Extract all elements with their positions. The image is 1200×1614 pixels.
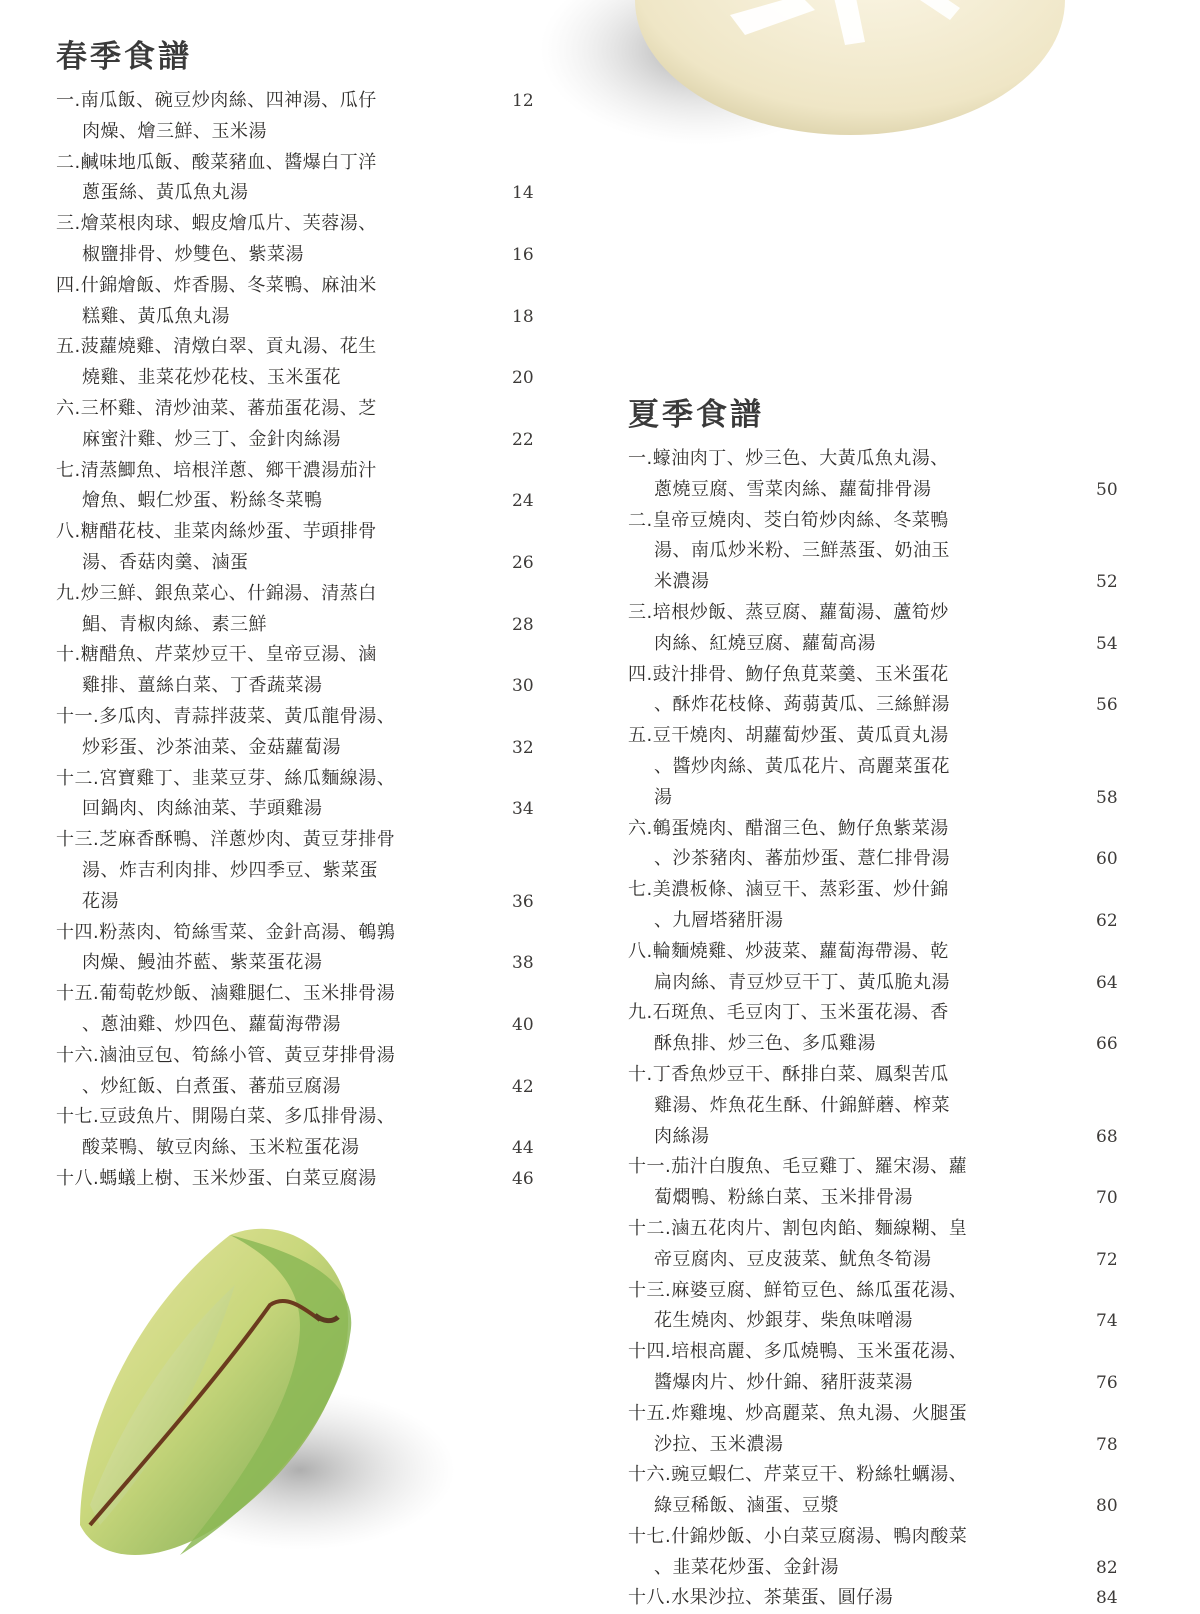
page-number: 28 [512,614,534,635]
summer-recipe-list [628,444,1168,1614]
recipe-text-continued: 肉絲湯 [654,1125,710,1147]
summer-recipe-entry [628,875,1168,937]
spring-recipe-entry [56,702,556,764]
page-number: 34 [512,799,534,820]
spring-recipes-section [56,34,556,1195]
recipe-text-continued: 燒雞、韭菜花炒花枝、玉米蛋花 [82,367,341,389]
summer-recipe-entry [628,1276,1168,1338]
starfruit-illustration [60,1225,460,1570]
spring-recipe-entry [56,271,556,333]
recipe-text-continued: 醬爆肉片、炒什錦、豬肝菠菜湯 [654,1371,913,1393]
summer-recipe-entry [628,721,1168,813]
recipe-text-continued: 炒彩蛋、沙茶油菜、金菇蘿蔔湯 [82,736,341,758]
recipe-text-continued: 、九層塔豬肝湯 [654,909,784,931]
recipe-text-continued: 、韭菜花炒蛋、金針湯 [654,1556,839,1578]
page-number: 82 [1096,1557,1118,1578]
recipe-text: 三.培根炒飯、蒸豆腐、蘿蔔湯、蘆筍炒 [628,601,949,623]
recipe-text: 十六.豌豆蝦仁、芹菜豆干、粉絲牡蠣湯、 [628,1464,968,1486]
recipe-text: 十一.茄汁白腹魚、毛豆雞丁、羅宋湯、蘿 [628,1156,968,1178]
recipe-text-continued: 回鍋肉、肉絲油菜、芋頭雞湯 [82,798,323,820]
summer-recipe-entry [628,1152,1168,1214]
recipe-text: 十五.葡萄乾炒飯、滷雞腿仁、玉米排骨湯 [56,983,396,1005]
recipe-text-continued: 肉燥、燴三鮮、玉米湯 [82,120,267,142]
spring-recipe-entry [56,209,556,271]
spring-recipe-entry [56,1102,556,1164]
page-number: 16 [512,244,534,265]
recipe-text: 五.豆干燒肉、胡蘿蔔炒蛋、黃瓜貢丸湯 [628,725,949,747]
melon-illustration [480,0,1080,160]
recipe-text-continued: 湯、南瓜炒米粉、三鮮蒸蛋、奶油玉 [654,540,950,562]
recipe-text-continued: 、炒紅飯、白煮蛋、蕃茄豆腐湯 [82,1075,341,1097]
page-number: 68 [1096,1126,1118,1147]
recipe-text: 十五.炸雞塊、炒高麗菜、魚丸湯、火腿蛋 [628,1402,968,1424]
page-number: 60 [1096,849,1118,870]
page-number: 56 [1096,695,1118,716]
spring-recipe-entry [56,456,556,518]
recipe-text-continued: 、酥炸花枝條、蒟蒻黃瓜、三絲鮮湯 [654,694,950,716]
recipe-text: 六.鵪蛋燒肉、醋溜三色、魩仔魚紫菜湯 [628,817,949,839]
summer-recipe-entry [628,937,1168,999]
recipe-text: 十二.宮寶雞丁、韭菜豆芽、絲瓜麵線湯、 [56,767,396,789]
summer-recipe-entry [628,1583,1168,1614]
page-number: 52 [1096,572,1118,593]
recipe-text-continued: 帝豆腐肉、豆皮菠菜、魷魚冬筍湯 [654,1248,932,1270]
page-number: 84 [1096,1588,1118,1609]
page-number: 58 [1096,787,1118,808]
page-number: 30 [512,676,534,697]
recipe-text: 十八.螞蟻上樹、玉米炒蛋、白菜豆腐湯 [56,1167,377,1189]
summer-recipes-section [628,392,1168,1614]
recipe-text: 九.炒三鮮、銀魚菜心、什錦湯、清蒸白 [56,582,377,604]
spring-recipe-entry [56,517,556,579]
recipe-text: 七.清蒸鯽魚、培根洋蔥、鄉干濃湯茄汁 [56,459,377,481]
recipe-text: 一.蠔油肉丁、炒三色、大黃瓜魚丸湯、 [628,448,949,469]
recipe-text-continued: 燴魚、蝦仁炒蛋、粉絲冬菜鴨 [82,490,323,512]
page-number: 14 [512,183,534,204]
recipe-text: 六.三杯雞、清炒油菜、蕃茄蛋花湯、芝 [56,397,377,419]
summer-recipe-entry [628,1399,1168,1461]
summer-recipe-entry [628,660,1168,722]
recipe-text: 十七.豆豉魚片、開陽白菜、多瓜排骨湯、 [56,1106,396,1128]
recipe-text-continued: 、醬炒肉絲、黃瓜花片、高麗菜蛋花 [654,755,950,777]
page-number: 26 [512,552,534,573]
recipe-text: 五.菠蘿燒雞、清燉白翠、貢丸湯、花生 [56,336,377,358]
summer-recipe-entry [628,1522,1168,1584]
recipe-text-continued: 蔥燒豆腐、雪菜肉絲、蘿蔔排骨湯 [654,478,932,500]
recipe-text: 二.皇帝豆燒肉、茭白筍炒肉絲、冬菜鴨 [628,509,949,531]
page-number: 18 [512,306,534,327]
page-number: 22 [512,429,534,450]
recipe-text: 九.石斑魚、毛豆肉丁、玉米蛋花湯、香 [628,1002,949,1024]
page-number: 12 [512,91,534,111]
spring-recipe-entry [56,918,556,980]
summer-recipe-entry [628,1214,1168,1276]
page-number: 24 [512,491,534,512]
recipe-text: 十七.什錦炒飯、小白菜豆腐湯、鴨肉酸菜 [628,1525,968,1547]
summer-recipe-entry [628,1460,1168,1522]
summer-recipe-entry [628,1337,1168,1399]
summer-section-title: 夏季食譜 [628,397,764,433]
recipe-text-continued: 肉絲、紅燒豆腐、蘿蔔高湯 [654,632,876,654]
recipe-text-continued: 湯、香菇肉羹、滷蛋 [82,551,249,573]
recipe-text-continued: 雞湯、炸魚花生酥、什錦鮮蘑、榨菜 [654,1094,950,1116]
recipe-text: 一.南瓜飯、碗豆炒肉絲、四神湯、瓜仔 [56,90,377,111]
spring-recipe-entry [56,764,556,826]
summer-recipe-entry [628,598,1168,660]
page-number: 44 [512,1138,534,1159]
recipe-text: 十一.多瓜肉、青蒜拌菠菜、黃瓜龍骨湯、 [56,705,396,727]
recipe-text: 四.什錦燴飯、炸香腸、冬菜鴨、麻油米 [56,274,377,296]
spring-recipe-entry [56,640,556,702]
recipe-text-continued: 、蔥油雞、炒四色、蘿蔔海帶湯 [82,1013,341,1035]
summer-recipe-entry [628,814,1168,876]
recipe-text-continued: 酸菜鴨、敏豆肉絲、玉米粒蛋花湯 [82,1137,360,1159]
recipe-text-continued: 蔥蛋絲、黃瓜魚丸湯 [82,182,249,204]
page-number: 20 [512,368,534,389]
summer-recipe-entry [628,444,1168,506]
summer-recipe-entry [628,998,1168,1060]
recipe-text: 十.丁香魚炒豆干、酥排白菜、鳳梨苦瓜 [628,1063,949,1085]
recipe-text: 二.鹹味地瓜飯、酸菜豬血、醬爆白丁洋 [56,151,377,173]
recipe-text-continued: 綠豆稀飯、滷蛋、豆漿 [654,1495,839,1517]
page-number: 62 [1096,910,1118,931]
recipe-text-continued: 花生燒肉、炒銀芽、柴魚味噌湯 [654,1310,913,1332]
spring-recipe-entry [56,332,556,394]
recipe-text-continued: 糕雞、黃瓜魚丸湯 [82,305,230,327]
spring-recipe-entry [56,86,556,148]
recipe-text-continued: 肉燥、鰻油芥藍、紫菜蛋花湯 [82,952,323,974]
recipe-text-continued: 湯 [654,786,673,808]
recipe-text-continued: 酥魚排、炒三色、多瓜雞湯 [654,1033,876,1055]
recipe-text: 三.燴菜根肉球、蝦皮燴瓜片、芙蓉湯、 [56,213,377,235]
recipe-text-continued: 、沙茶豬肉、蕃茄炒蛋、薏仁排骨湯 [654,848,950,870]
page-number: 64 [1096,972,1118,993]
recipe-text: 八.糖醋花枝、韭菜肉絲炒蛋、芋頭排骨 [56,521,377,543]
summer-recipe-entry [628,1060,1168,1152]
recipe-text-continued: 扁肉絲、青豆炒豆干丁、黃瓜脆丸湯 [654,971,950,993]
recipe-text: 十三.芝麻香酥鴨、洋蔥炒肉、黃豆芽排骨 [56,829,396,851]
page-number: 72 [1096,1249,1118,1270]
spring-recipe-entry [56,1041,556,1103]
recipe-text: 十八.水果沙拉、茶葉蛋、圓仔湯 [628,1587,894,1609]
recipe-text-continued: 鯧、青椒肉絲、素三鮮 [82,613,267,635]
spring-recipe-entry [56,979,556,1041]
spring-recipe-entry [56,394,556,456]
spring-recipe-entry [56,1164,556,1195]
page-number: 42 [512,1076,534,1097]
spring-recipe-entry [56,825,556,917]
summer-recipe-entry [628,506,1168,598]
spring-recipe-list [56,86,556,1195]
spring-recipe-entry [56,579,556,641]
recipe-text-continued: 麻蜜汁雞、炒三丁、金針肉絲湯 [82,428,341,450]
recipe-text: 四.豉汁排骨、魩仔魚莧菜羹、玉米蛋花 [628,663,949,685]
page-number: 38 [512,953,534,974]
page-number: 66 [1096,1034,1118,1055]
recipe-text-continued: 椒鹽排骨、炒雙色、紫菜湯 [82,243,304,265]
page-number: 50 [1096,479,1118,500]
recipe-text: 十三.麻婆豆腐、鮮筍豆色、絲瓜蛋花湯、 [628,1279,968,1301]
page-number: 76 [1096,1372,1118,1393]
page-number: 36 [512,891,534,912]
recipe-text: 十.糖醋魚、芹菜炒豆干、皇帝豆湯、滷 [56,644,377,666]
recipe-text: 十二.滷五花肉片、割包肉餡、麵線糊、皇 [628,1217,968,1239]
page-number: 40 [512,1014,534,1035]
recipe-text-continued: 蔔燜鴨、粉絲白菜、玉米排骨湯 [654,1187,913,1209]
recipe-text: 七.美濃板條、滷豆干、蒸彩蛋、炒什錦 [628,879,949,901]
page-number: 74 [1096,1311,1118,1332]
page-number: 46 [512,1168,534,1189]
spring-section-title: 春季食譜 [56,39,192,75]
recipe-text-continued: 米濃湯 [654,571,710,593]
recipe-text: 十四.培根高麗、多瓜燒鴨、玉米蛋花湯、 [628,1341,968,1363]
recipe-text: 十四.粉蒸肉、筍絲雪菜、金針高湯、鵪鶉 [56,921,396,943]
page-number: 32 [512,737,534,758]
recipe-text-continued: 花湯 [82,890,119,912]
recipe-text: 十六.滷油豆包、筍絲小管、黃豆芽排骨湯 [56,1044,396,1066]
recipe-text-continued: 湯、炸吉利肉排、炒四季豆、紫菜蛋 [82,859,378,881]
recipe-text-continued: 沙拉、玉米濃湯 [654,1433,784,1455]
spring-recipe-entry [56,148,556,210]
page-number: 54 [1096,633,1118,654]
recipe-text-continued: 雞排、薑絲白菜、丁香蔬菜湯 [82,675,323,697]
page-number: 80 [1096,1496,1118,1517]
page-number: 78 [1096,1434,1118,1455]
page-number: 70 [1096,1188,1118,1209]
recipe-text: 八.輪麵燒雞、炒菠菜、蘿蔔海帶湯、乾 [628,940,949,962]
